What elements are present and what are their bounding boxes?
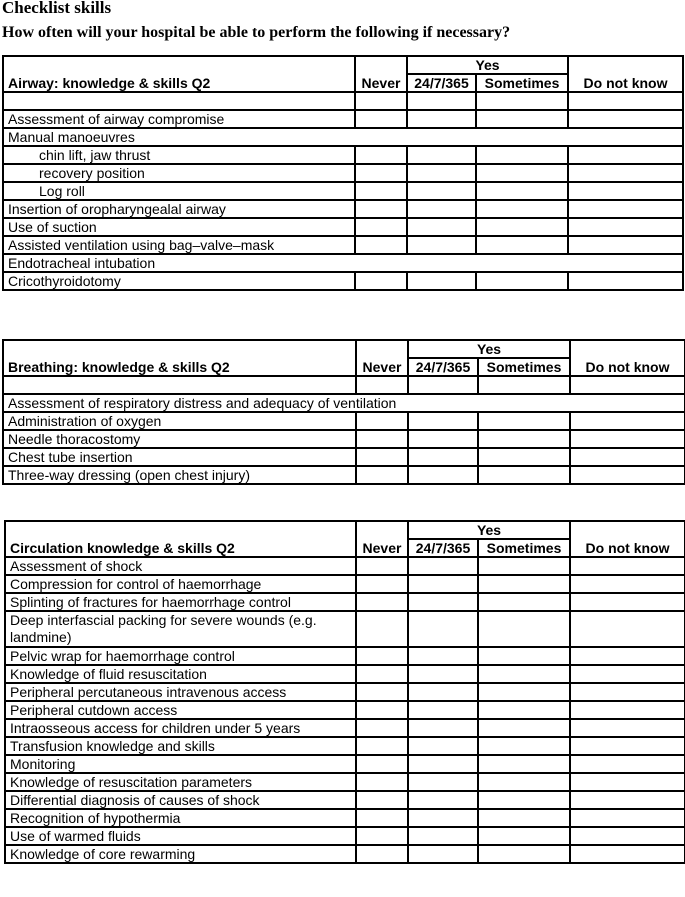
- header-blank: [355, 56, 407, 74]
- skill-label: Assessment of respiratory distress and adequacy of ventilation: [3, 394, 685, 412]
- skill-label: Use of warmed fluids: [5, 827, 356, 845]
- answer-sometimes[interactable]: [476, 182, 568, 200]
- answer-always[interactable]: [408, 755, 478, 773]
- header-blank: [356, 340, 408, 358]
- answer-do-not-know[interactable]: [568, 236, 683, 254]
- answer-never[interactable]: [356, 412, 408, 430]
- header-yes: Yes: [408, 340, 570, 358]
- skill-label: Knowledge of fluid resuscitation: [5, 665, 356, 683]
- answer-never[interactable]: [356, 845, 408, 863]
- answer-sometimes[interactable]: [476, 218, 568, 236]
- answer-never[interactable]: [356, 611, 408, 647]
- answer-sometimes[interactable]: [478, 737, 570, 755]
- answer-do-not-know[interactable]: [570, 827, 685, 845]
- table-row: [5, 719, 685, 737]
- answer-sometimes[interactable]: [478, 809, 570, 827]
- answer-do-not-know[interactable]: [570, 845, 685, 863]
- answer-never[interactable]: [356, 683, 408, 701]
- answer-do-not-know[interactable]: [570, 647, 685, 665]
- skill-label: Insertion of oropharyngealal airway: [3, 200, 355, 218]
- skill-label: Chest tube insertion: [3, 448, 356, 466]
- header-never: Never: [356, 358, 408, 376]
- answer-always[interactable]: [408, 737, 478, 755]
- answer-do-not-know[interactable]: [570, 809, 685, 827]
- answer-never[interactable]: [356, 575, 408, 593]
- skill-label: Administration of oxygen: [3, 412, 356, 430]
- answer-sometimes[interactable]: [478, 827, 570, 845]
- answer-do-not-know[interactable]: [570, 791, 685, 809]
- answer-do-not-know[interactable]: [570, 430, 685, 448]
- skill-label: Recognition of hypothermia: [5, 809, 356, 827]
- answer-always[interactable]: [407, 146, 476, 164]
- skill-label: Knowledge of resuscitation parameters: [5, 773, 356, 791]
- table-row: [3, 412, 685, 430]
- header-do-not-know: Do not know: [570, 539, 685, 557]
- table-row: [3, 110, 683, 128]
- answer-sometimes[interactable]: [478, 593, 570, 611]
- breathing-section-title: Breathing: knowledge & skills Q2: [3, 340, 356, 376]
- answer-never[interactable]: [356, 647, 408, 665]
- answer-do-not-know[interactable]: [568, 182, 683, 200]
- answer-never[interactable]: [355, 164, 407, 182]
- skill-label: Deep interfascial packing for severe wounds (e.g. landmine): [5, 611, 356, 647]
- answer-do-not-know[interactable]: [570, 773, 685, 791]
- table-row: [3, 254, 683, 272]
- header-do-not-know: Do not know: [568, 74, 683, 92]
- answer-do-not-know[interactable]: [570, 737, 685, 755]
- table-row: [3, 272, 683, 290]
- skill-label: Compression for control of haemorrhage: [5, 575, 356, 593]
- answer-do-not-know[interactable]: [570, 557, 685, 575]
- table-row: [3, 218, 683, 236]
- answer-never[interactable]: [356, 773, 408, 791]
- answer-do-not-know[interactable]: [570, 755, 685, 773]
- skill-label: Endotracheal intubation: [3, 254, 683, 272]
- header-do-not-know: Do not know: [570, 358, 685, 376]
- answer-sometimes[interactable]: [478, 755, 570, 773]
- answer-sometimes[interactable]: [476, 110, 568, 128]
- skill-label: Peripheral percutaneous intravenous access: [5, 683, 356, 701]
- skill-label: Peripheral cutdown access: [5, 701, 356, 719]
- answer-never[interactable]: [356, 557, 408, 575]
- skill-label: Needle thoracostomy: [3, 430, 356, 448]
- answer-always[interactable]: [408, 719, 478, 737]
- table-row: [5, 773, 685, 791]
- table-row: [5, 827, 685, 845]
- answer-sometimes[interactable]: [478, 611, 570, 647]
- header-always: 24/7/365: [408, 358, 478, 376]
- answer-sometimes[interactable]: [476, 200, 568, 218]
- answer-sometimes[interactable]: [478, 466, 570, 484]
- answer-do-not-know[interactable]: [570, 593, 685, 611]
- skill-label: Differential diagnosis of causes of shock: [5, 791, 356, 809]
- answer-do-not-know[interactable]: [570, 665, 685, 683]
- airway-section-title: Airway: knowledge & skills Q2: [3, 56, 355, 92]
- table-row: [3, 430, 685, 448]
- answer-sometimes[interactable]: [478, 845, 570, 863]
- answer-always[interactable]: [408, 611, 478, 647]
- answer-never[interactable]: [355, 236, 407, 254]
- answer-always[interactable]: [407, 182, 476, 200]
- table-row: [5, 665, 685, 683]
- skill-label: chin lift, jaw thrust: [3, 146, 355, 164]
- header-never: Never: [356, 539, 408, 557]
- answer-always[interactable]: [408, 665, 478, 683]
- answer-sometimes[interactable]: [478, 773, 570, 791]
- skill-label: Splinting of fractures for haemorrhage control: [5, 593, 356, 611]
- answer-always[interactable]: [408, 791, 478, 809]
- question-text: How often will your hospital be able to perform the following if necessary?: [2, 24, 511, 41]
- table-row: [5, 593, 685, 611]
- header-always: 24/7/365: [407, 74, 476, 92]
- header-blank: [568, 56, 683, 74]
- table-row: [5, 557, 685, 575]
- circulation-section-title: Circulation knowledge & skills Q2: [5, 521, 356, 557]
- table-row: [3, 128, 683, 146]
- answer-do-not-know[interactable]: [568, 164, 683, 182]
- answer-sometimes[interactable]: [478, 575, 570, 593]
- table-row: [5, 611, 685, 647]
- table-row: [5, 791, 685, 809]
- answer-sometimes[interactable]: [478, 430, 570, 448]
- answer-never[interactable]: [355, 272, 407, 290]
- answer-do-not-know[interactable]: [570, 448, 685, 466]
- answer-always[interactable]: [408, 773, 478, 791]
- skill-label: recovery position: [3, 164, 355, 182]
- answer-always[interactable]: [407, 236, 476, 254]
- answer-sometimes[interactable]: [476, 236, 568, 254]
- answer-never[interactable]: [355, 200, 407, 218]
- answer-always[interactable]: [408, 809, 478, 827]
- skill-label: Manual manoeuvres: [3, 128, 683, 146]
- answer-sometimes[interactable]: [476, 272, 568, 290]
- answer-never[interactable]: [356, 719, 408, 737]
- header-yes: Yes: [408, 521, 570, 539]
- table-row: [3, 200, 683, 218]
- skill-label: Assessment of airway compromise: [3, 110, 355, 128]
- answer-sometimes[interactable]: [478, 701, 570, 719]
- answer-never[interactable]: [356, 448, 408, 466]
- table-row: [5, 809, 685, 827]
- answer-never[interactable]: [356, 701, 408, 719]
- spacer-row: [3, 376, 685, 394]
- answer-sometimes[interactable]: [478, 683, 570, 701]
- skill-label: Monitoring: [5, 755, 356, 773]
- answer-always[interactable]: [407, 200, 476, 218]
- answer-always[interactable]: [407, 164, 476, 182]
- header-sometimes: Sometimes: [476, 74, 568, 92]
- table-row: [3, 466, 685, 484]
- header-blank: [356, 521, 408, 539]
- answer-sometimes[interactable]: [478, 665, 570, 683]
- answer-never[interactable]: [355, 218, 407, 236]
- answer-do-not-know[interactable]: [568, 272, 683, 290]
- spacer-row: [3, 92, 683, 110]
- answer-do-not-know[interactable]: [570, 466, 685, 484]
- answer-do-not-know[interactable]: [568, 218, 683, 236]
- skill-label: Transfusion knowledge and skills: [5, 737, 356, 755]
- breathing-table: [2, 339, 685, 485]
- table-row: [3, 164, 683, 182]
- table-row: [5, 701, 685, 719]
- answer-always[interactable]: [408, 683, 478, 701]
- table-row: [3, 448, 685, 466]
- answer-never[interactable]: [356, 755, 408, 773]
- skill-label: Cricothyroidotomy: [3, 272, 355, 290]
- table-row: [3, 146, 683, 164]
- header-sometimes: Sometimes: [478, 358, 570, 376]
- header-blank: [570, 340, 685, 358]
- answer-always[interactable]: [408, 412, 478, 430]
- header-sometimes: Sometimes: [478, 539, 570, 557]
- table-row: [3, 236, 683, 254]
- answer-never[interactable]: [356, 737, 408, 755]
- answer-always[interactable]: [408, 827, 478, 845]
- answer-sometimes[interactable]: [478, 412, 570, 430]
- table-row: [3, 182, 683, 200]
- answer-always[interactable]: [407, 218, 476, 236]
- answer-sometimes[interactable]: [478, 448, 570, 466]
- header-always: 24/7/365: [408, 539, 478, 557]
- skill-label: Knowledge of core rewarming: [5, 845, 356, 863]
- answer-do-not-know[interactable]: [570, 719, 685, 737]
- skill-label: Use of suction: [3, 218, 355, 236]
- answer-never[interactable]: [355, 146, 407, 164]
- skill-label: Intraosseous access for children under 5 years: [5, 719, 356, 737]
- answer-do-not-know[interactable]: [568, 200, 683, 218]
- answer-always[interactable]: [407, 272, 476, 290]
- table-row: [3, 394, 685, 412]
- table-row: [5, 683, 685, 701]
- answer-sometimes[interactable]: [476, 164, 568, 182]
- answer-never[interactable]: [356, 665, 408, 683]
- header-never: Never: [355, 74, 407, 92]
- answer-sometimes[interactable]: [478, 647, 570, 665]
- answer-sometimes[interactable]: [478, 557, 570, 575]
- answer-sometimes[interactable]: [478, 791, 570, 809]
- skill-label: Three-way dressing (open chest injury): [3, 466, 356, 484]
- answer-always[interactable]: [407, 110, 476, 128]
- answer-never[interactable]: [356, 827, 408, 845]
- table-row: [5, 647, 685, 665]
- answer-sometimes[interactable]: [476, 146, 568, 164]
- answer-never[interactable]: [356, 430, 408, 448]
- answer-always[interactable]: [408, 575, 478, 593]
- answer-always[interactable]: [408, 647, 478, 665]
- skill-label: Pelvic wrap for haemorrhage control: [5, 647, 356, 665]
- answer-always[interactable]: [408, 430, 478, 448]
- page-title: Checklist skills: [2, 0, 112, 17]
- header-yes: Yes: [407, 56, 568, 74]
- answer-always[interactable]: [408, 466, 478, 484]
- table-row: [5, 575, 685, 593]
- answer-do-not-know[interactable]: [570, 575, 685, 593]
- table-row: [5, 845, 685, 863]
- answer-always[interactable]: [408, 593, 478, 611]
- answer-do-not-know[interactable]: [570, 701, 685, 719]
- answer-never[interactable]: [355, 110, 407, 128]
- airway-table: [2, 55, 684, 291]
- answer-never[interactable]: [356, 466, 408, 484]
- answer-do-not-know[interactable]: [570, 611, 685, 647]
- answer-never[interactable]: [356, 809, 408, 827]
- table-row: [5, 755, 685, 773]
- circulation-table: [4, 520, 685, 864]
- table-row: [5, 737, 685, 755]
- skill-label: Log roll: [3, 182, 355, 200]
- answer-do-not-know[interactable]: [570, 412, 685, 430]
- answer-never[interactable]: [356, 791, 408, 809]
- answer-always[interactable]: [408, 701, 478, 719]
- skill-label: Assisted ventilation using bag–valve–mask: [3, 236, 355, 254]
- answer-always[interactable]: [408, 557, 478, 575]
- skill-label: Assessment of shock: [5, 557, 356, 575]
- answer-do-not-know[interactable]: [568, 146, 683, 164]
- answer-always[interactable]: [408, 845, 478, 863]
- header-blank: [570, 521, 685, 539]
- answer-never[interactable]: [356, 593, 408, 611]
- answer-do-not-know[interactable]: [570, 683, 685, 701]
- answer-do-not-know[interactable]: [568, 110, 683, 128]
- answer-sometimes[interactable]: [478, 719, 570, 737]
- answer-never[interactable]: [355, 182, 407, 200]
- answer-always[interactable]: [408, 448, 478, 466]
